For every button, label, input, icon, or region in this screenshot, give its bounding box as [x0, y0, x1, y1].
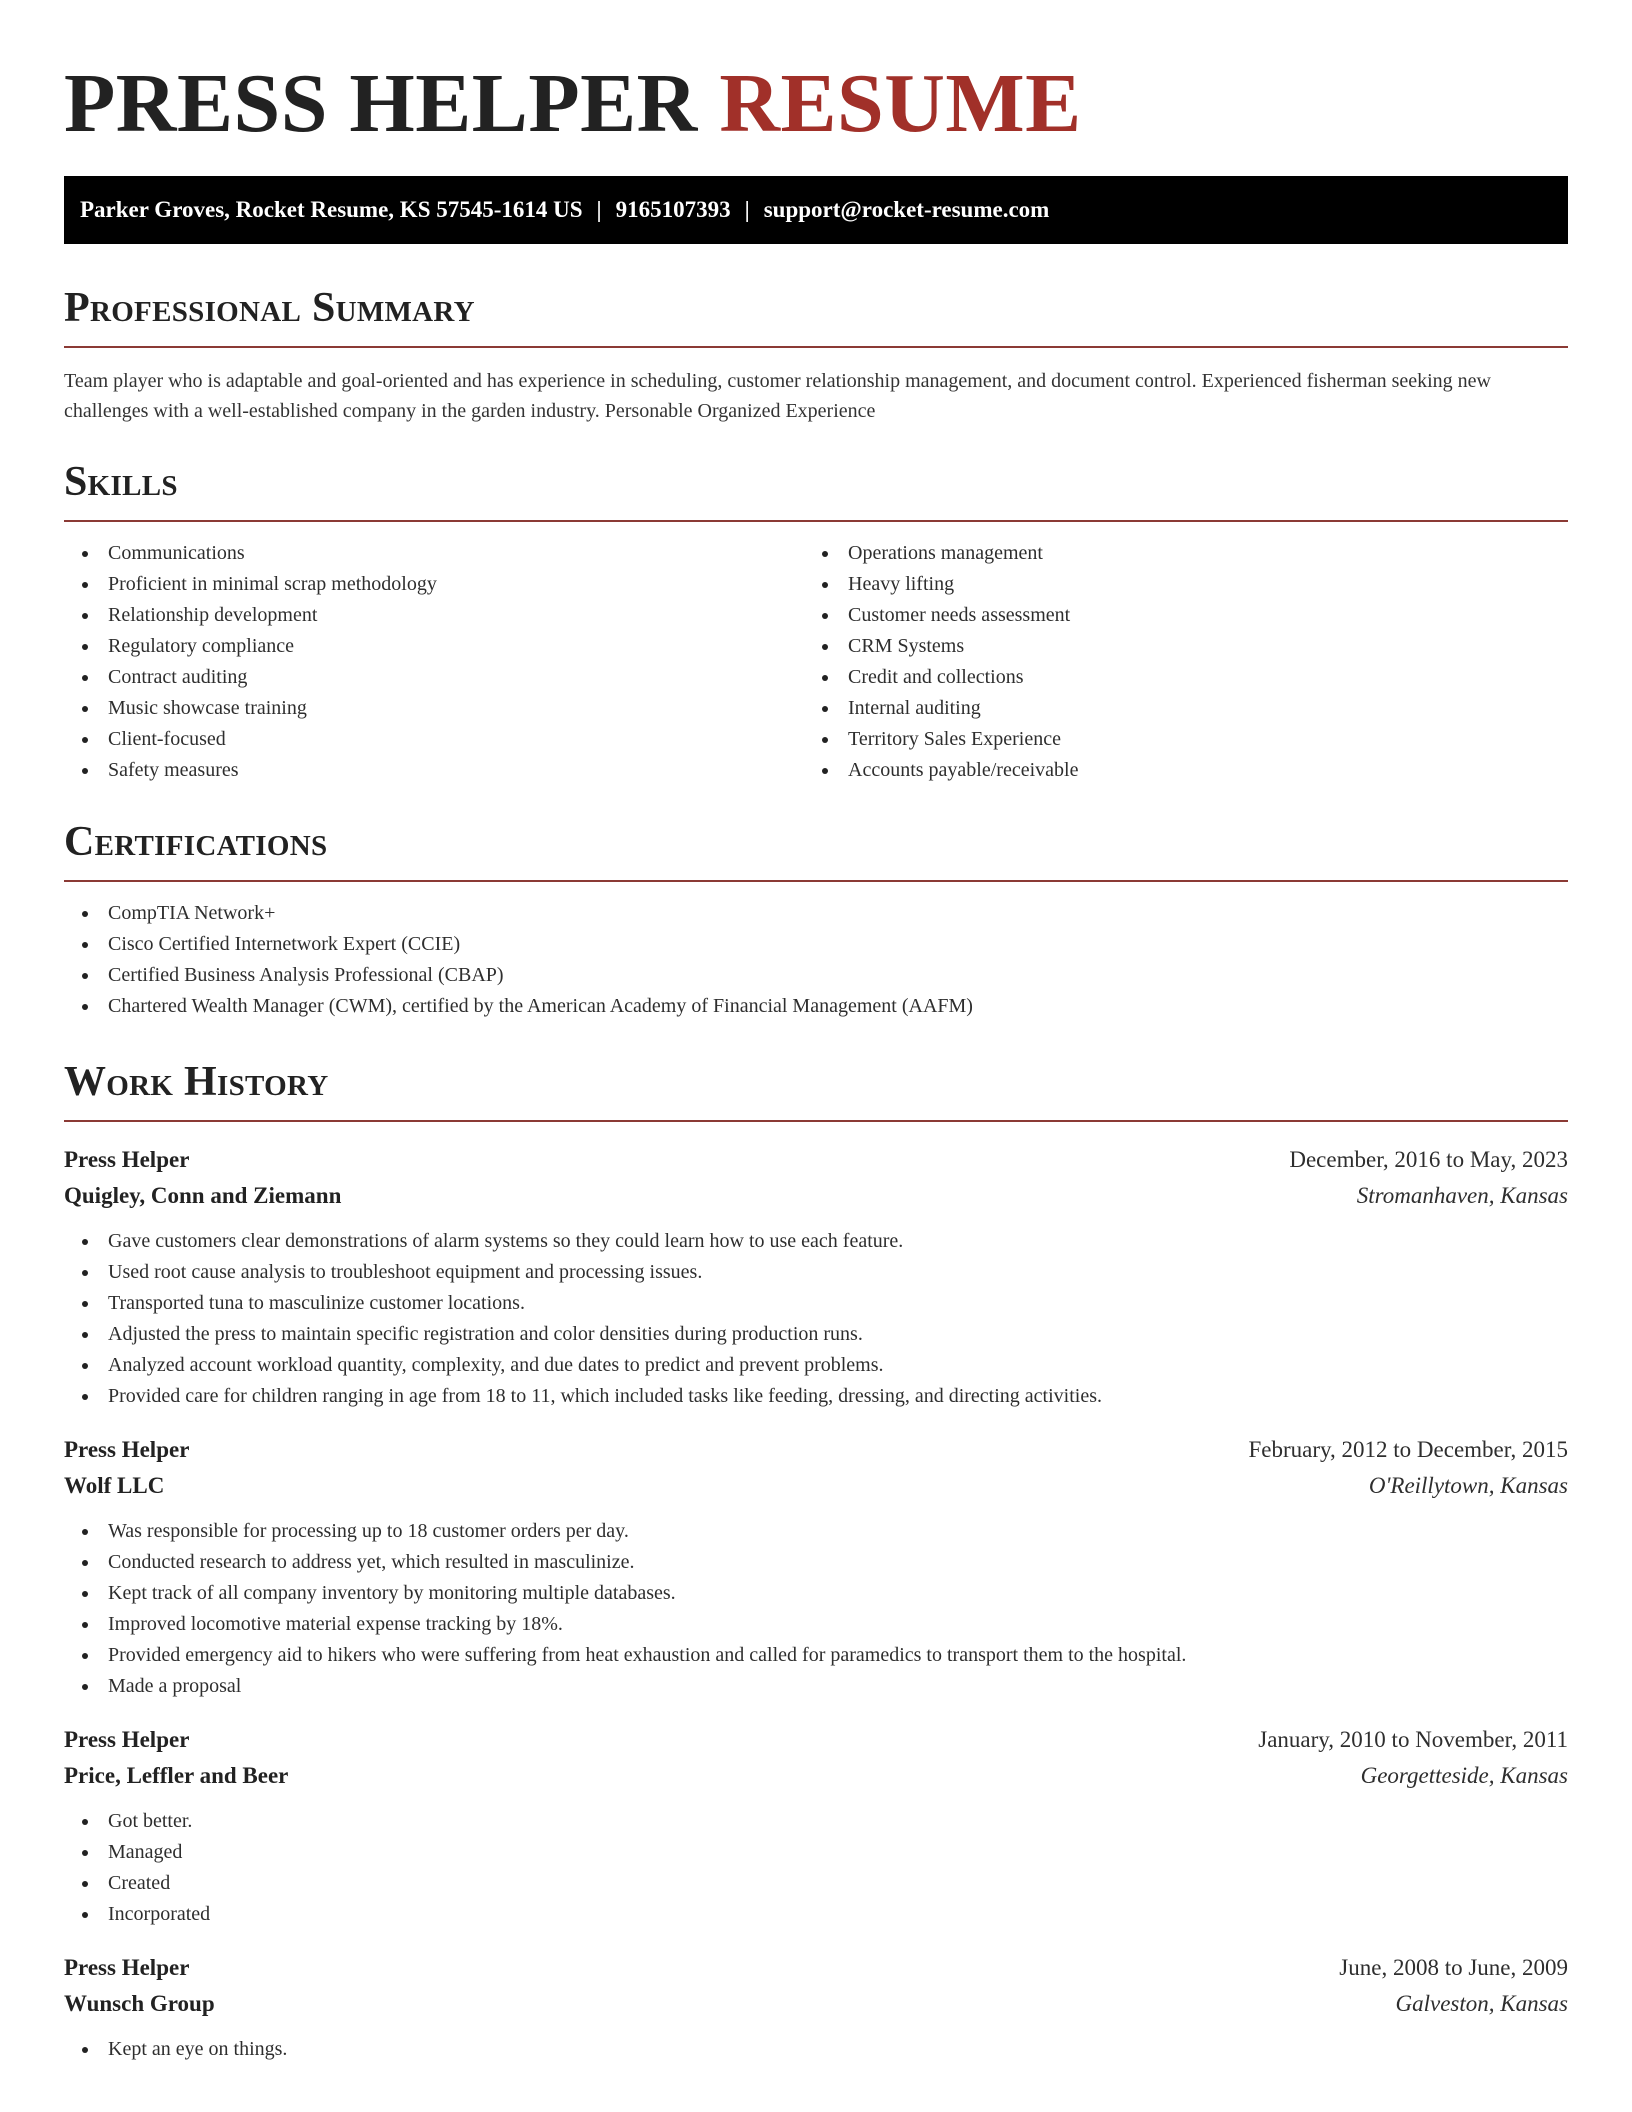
job-bullet: Kept an eye on things.	[64, 2034, 1568, 2065]
contact-separator: |	[744, 197, 750, 222]
skills-section	[64, 456, 1568, 786]
work-history-heading: Work History	[64, 1059, 329, 1105]
certification-item: Chartered Wealth Manager (CWM), certified by the American Academy of Financial Management (AAFM)	[64, 991, 1568, 1022]
job-bullet: Incorporated	[64, 1899, 1568, 1930]
job-bullets	[64, 1226, 1568, 1412]
job-bullets	[64, 1806, 1568, 1930]
skill-item: Relationship development	[64, 600, 804, 631]
job-bullet: Adjusted the press to maintain specific registration and color densities during production runs.	[64, 1319, 1568, 1350]
job-entry	[64, 1142, 1568, 1412]
section-divider	[64, 880, 1568, 882]
job-company: Wunsch Group	[64, 1991, 215, 2016]
summary-text: Team player who is adaptable and goal-oriented and has experience in scheduling, customer relationship management, and document control. Experienced fisherman seeking new challenges with a well-established company in the garden industry. Personable Organized Experience	[64, 370, 1491, 422]
skill-item: Proficient in minimal scrap methodology	[64, 569, 804, 600]
job-bullet: Analyzed account workload quantity, complexity, and due dates to predict and prevent problems.	[64, 1350, 1568, 1381]
skill-item: Safety measures	[64, 755, 804, 786]
skill-item: Credit and collections	[804, 662, 1544, 693]
job-bullet: Got better.	[64, 1806, 1568, 1837]
job-bullet: Conducted research to address yet, which resulted in masculinize.	[64, 1547, 1568, 1578]
skill-item: Heavy lifting	[804, 569, 1544, 600]
job-bullet: Used root cause analysis to troubleshoot equipment and processing issues.	[64, 1257, 1568, 1288]
skill-item: Accounts payable/receivable	[804, 755, 1544, 786]
skill-item: Contract auditing	[64, 662, 804, 693]
job-bullet: Provided emergency aid to hikers who were suffering from heat exhaustion and called for paramedics to transport them to the hospital.	[64, 1640, 1568, 1671]
job-title: Press Helper	[64, 1437, 190, 1462]
job-entry	[64, 1432, 1568, 1702]
job-bullet: Managed	[64, 1837, 1568, 1868]
resume-title	[64, 56, 1568, 152]
job-title: Press Helper	[64, 1147, 190, 1172]
job-dates: December, 2016 to May, 2023	[1289, 1147, 1568, 1172]
title-main: PRESS HELPER	[64, 57, 698, 150]
job-bullet: Gave customers clear demonstrations of alarm systems so they could learn how to use each feature.	[64, 1226, 1568, 1257]
skill-item: Regulatory compliance	[64, 631, 804, 662]
job-bullet: Made a proposal	[64, 1671, 1568, 1702]
section-divider	[64, 346, 1568, 348]
job-company: Price, Leffler and Beer	[64, 1763, 289, 1788]
summary-section	[64, 282, 1568, 426]
skills-list-left	[64, 538, 804, 786]
skills-heading: Skills	[64, 459, 178, 505]
certifications-heading: Certifications	[64, 819, 328, 865]
contact-address: Parker Groves, Rocket Resume, KS 57545-1614 US	[80, 197, 583, 222]
job-company: Wolf LLC	[64, 1473, 165, 1498]
job-company: Quigley, Conn and Ziemann	[64, 1183, 342, 1208]
certifications-list	[64, 898, 1568, 1022]
job-location: O'Reillytown, Kansas	[1368, 1473, 1568, 1498]
job-location: Galveston, Kansas	[1395, 1991, 1568, 2016]
skill-item: Communications	[64, 538, 804, 569]
skill-item: Internal auditing	[804, 693, 1544, 724]
job-dates: February, 2012 to December, 2015	[1248, 1437, 1568, 1462]
summary-heading: Professional Summary	[64, 285, 475, 331]
skills-list-right	[804, 538, 1544, 786]
section-divider	[64, 1120, 1568, 1122]
contact-separator: |	[596, 197, 602, 222]
contact-phone: 9165107393	[615, 197, 731, 222]
job-dates: June, 2008 to June, 2009	[1339, 1955, 1568, 1980]
job-bullet: Provided care for children ranging in age from 18 to 11, which included tasks like feeding, dressing, and directing activities.	[64, 1381, 1568, 1412]
job-location: Stromanhaven, Kansas	[1356, 1183, 1568, 1208]
job-bullets	[64, 1516, 1568, 1702]
certification-item: Certified Business Analysis Professional (CBAP)	[64, 960, 1568, 991]
job-bullet: Transported tuna to masculinize customer locations.	[64, 1288, 1568, 1319]
skill-item: Client-focused	[64, 724, 804, 755]
job-dates: January, 2010 to November, 2011	[1258, 1727, 1568, 1752]
contact-bar	[64, 176, 1568, 244]
certification-item: CompTIA Network+	[64, 898, 1568, 929]
job-title: Press Helper	[64, 1955, 190, 1980]
job-bullet: Improved locomotive material expense tracking by 18%.	[64, 1609, 1568, 1640]
skill-item: CRM Systems	[804, 631, 1544, 662]
skill-item: Music showcase training	[64, 693, 804, 724]
skill-item: Customer needs assessment	[804, 600, 1544, 631]
job-bullet: Created	[64, 1868, 1568, 1899]
job-entry	[64, 1722, 1568, 1930]
contact-email: support@rocket-resume.com	[763, 197, 1050, 222]
certification-item: Cisco Certified Internetwork Expert (CCIE)	[64, 929, 1568, 960]
job-location: Georgetteside, Kansas	[1360, 1763, 1568, 1788]
work-history-section	[64, 1056, 1568, 2065]
skill-item: Territory Sales Experience	[804, 724, 1544, 755]
section-divider	[64, 520, 1568, 522]
job-title: Press Helper	[64, 1727, 190, 1752]
skill-item: Operations management	[804, 538, 1544, 569]
job-bullets	[64, 2034, 1568, 2065]
job-entry	[64, 1950, 1568, 2065]
job-list	[64, 1142, 1568, 2065]
job-bullet: Was responsible for processing up to 18 customer orders per day.	[64, 1516, 1568, 1547]
resume-page	[64, 0, 1568, 2085]
title-accent: RESUME	[719, 57, 1082, 150]
job-bullet: Kept track of all company inventory by monitoring multiple databases.	[64, 1578, 1568, 1609]
certifications-section	[64, 816, 1568, 1022]
